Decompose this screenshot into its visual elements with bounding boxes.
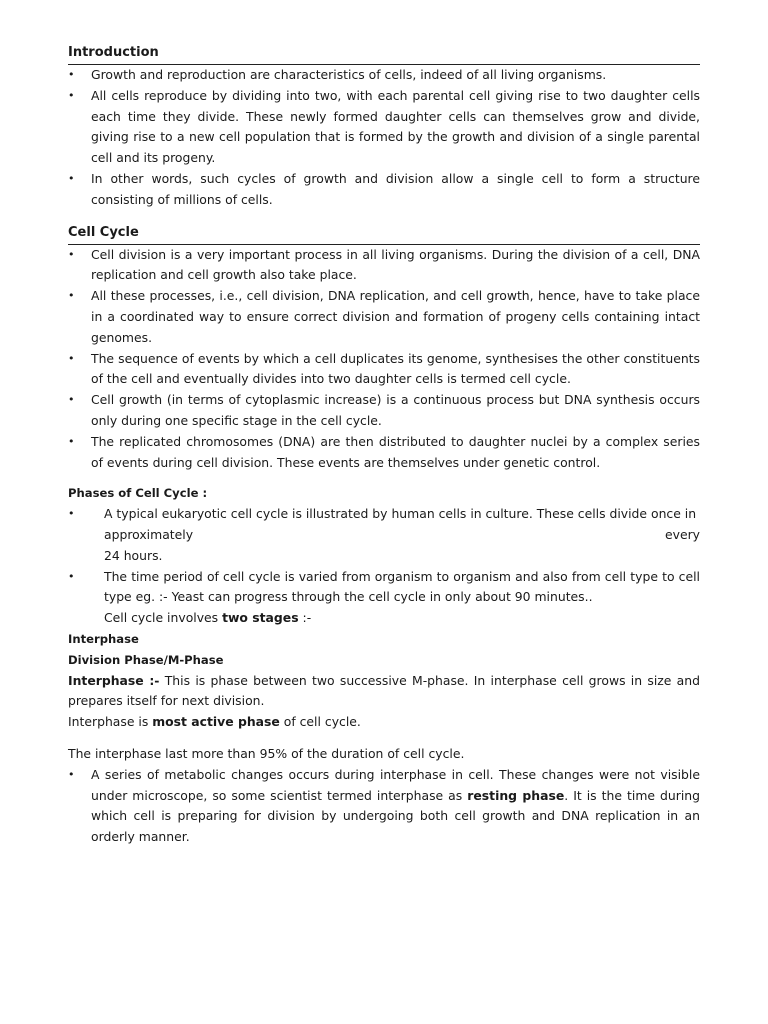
introduction-list xyxy=(68,65,700,211)
cell-cycle-list xyxy=(68,245,700,474)
interphase-duration: The interphase last more than 95% of the duration of cell cycle. xyxy=(68,745,465,761)
stage-division-phase: Division Phase/M-Phase xyxy=(68,652,224,667)
bullet-icon: • xyxy=(68,171,75,185)
bullet-icon: • xyxy=(68,68,75,81)
bullet-icon: • xyxy=(68,289,75,303)
bullet-icon: • xyxy=(68,393,75,407)
interphase-list xyxy=(68,765,700,848)
bullet-icon: • xyxy=(68,569,75,583)
bullet-icon: • xyxy=(68,767,75,781)
list-item: • All these processes, i.e., cell division, DNA replication, and cell growth, hence, have to take place in a coordinated way to ensure correct division and formation of progeny cells containing intact genomes. xyxy=(68,288,700,345)
interphase-definition: Interphase :- This is phase between two successive M-phase. In interphase cell grows in size and prepares itself for next division. xyxy=(68,672,700,709)
phases-list xyxy=(68,504,700,608)
bullet-icon: • xyxy=(68,247,75,261)
interphase-active: Interphase is most active phase of cell cycle. xyxy=(68,714,361,730)
list-item: • Cell growth (in terms of cytoplasmic increase) is a continuous process but DNA synthesis occurs only during one specific stage in the cell cycle. xyxy=(68,392,700,428)
list-item: • The sequence of events by which a cell duplicates its genome, synthesises the other constituents of the cell and eventually divides into two daughter cells is termed cell cycle. xyxy=(68,350,700,387)
stage-interphase: Interphase xyxy=(68,631,139,646)
list-item: • Growth and reproduction are characteristics of cells, indeed of all living organisms. xyxy=(68,65,700,86)
bullet-icon: • xyxy=(68,507,75,521)
list-item: • All cells reproduce by dividing into two, with each parental cell giving rise to two daughter cells each time they divide. These newly formed daughter cells can themselves grow and divide, giving rise to a new cell population that is formed by the growth and division of a single parental cell and its progeny. xyxy=(68,87,700,166)
list-item: • The time period of cell cycle is varied from organism to organism and also from cell type to cell type eg. :- Yeast can progress through the cell cycle in only about 90 minutes.. xyxy=(68,568,700,605)
list-item: • In other words, such cycles of growth and division allow a single cell to form a structure consisting of millions of cells. xyxy=(68,170,700,207)
cell-cycle-heading: Cell Cycle xyxy=(68,224,139,240)
document-page xyxy=(68,0,700,848)
phases-heading: Phases of Cell Cycle : xyxy=(68,486,208,501)
introduction-heading: Introduction xyxy=(68,45,159,60)
list-item: • A series of metabolic changes occurs during interphase in cell. These changes were not visible under microscope, so some scientist termed interphase as resting phase. It is the time during which cell is preparing for division by undergoing both cell growth and DNA replication in an orderly manner. xyxy=(68,766,701,845)
list-item: • A typical eukaryotic cell cycle is illustrated by human cells in culture. These cells divide once in approximately every 24 hours. xyxy=(68,506,700,563)
bullet-icon: • xyxy=(68,434,75,448)
list-item: • The replicated chromosomes (DNA) are then distributed to daughter nuclei by a complex series of events during cell division. These events are themselves under genetic control. xyxy=(68,433,700,470)
bullet-icon: • xyxy=(68,351,75,365)
list-item: • Cell division is a very important process in all living organisms. During the division of a cell, DNA replication and cell growth also take place. xyxy=(68,246,700,283)
involves-line: Cell cycle involves two stages :- xyxy=(104,610,312,626)
bullet-icon: • xyxy=(68,88,75,102)
